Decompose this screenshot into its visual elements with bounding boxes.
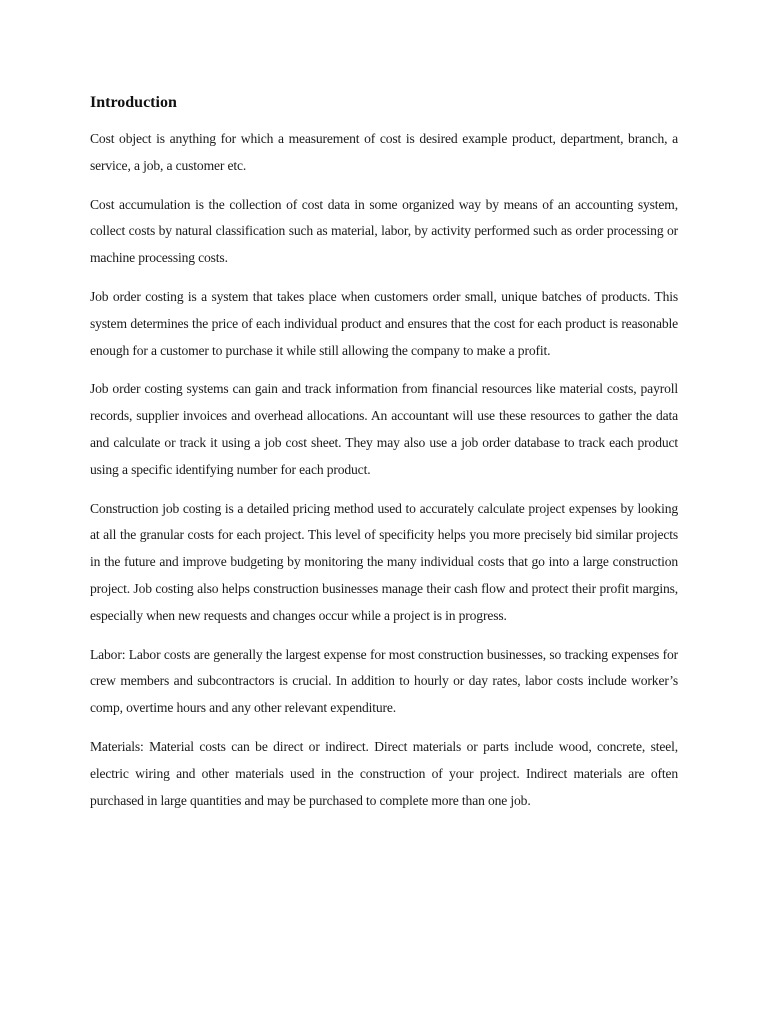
paragraph-materials: Materials: Material costs can be direct or indirect. Direct materials or parts include wood, concrete, steel, electric wiring and other materials used in the construction of your project. Indirect materials are often purchased in large quantities and may be purchased to complete more than one job. [90,738,678,808]
paragraph-cost-object: Cost object is anything for which a measurement of cost is desired example product, department, branch, a service, a job, a customer etc. [90,131,678,173]
document-page [90,90,678,826]
section-heading: Introduction [90,94,177,111]
paragraph-labor: Labor: Labor costs are generally the largest expense for most construction businesses, so tracking expenses for crew members and subcontractors is crucial. In addition to hourly or day rates, labor costs include worker’s comp, overtime hours and any other relevant expenditure. [90,646,678,716]
paragraph-job-order-systems: Job order costing systems can gain and track information from financial resources like material costs, payroll records, supplier invoices and overhead allocations. An accountant will use these resources to gather the data and calculate or track it using a job cost sheet. They may also use a job order database to track each product using a specific identifying number for each product. [90,381,678,477]
paragraph-cost-accumulation: Cost accumulation is the collection of cost data in some organized way by means of an accounting system, collect costs by natural classification such as material, labor, by activity performed such as order processing or machine processing costs. [90,196,678,266]
paragraph-construction-job-costing: Construction job costing is a detailed pricing method used to accurately calculate project expenses by looking at all the granular costs for each project. This level of specificity helps you more precisely bid similar projects in the future and improve budgeting by monitoring the many individual costs that go into a large construction project. Job costing also helps construction businesses manage their cash flow and protect their profit margins, especially when new requests and changes occur while a project is in progress. [90,500,678,623]
paragraph-job-order-costing: Job order costing is a system that takes place when customers order small, unique batches of products. This system determines the price of each individual product and ensures that the cost for each product is reasonable enough for a customer to purchase it while still allowing the company to make a profit. [90,288,678,358]
